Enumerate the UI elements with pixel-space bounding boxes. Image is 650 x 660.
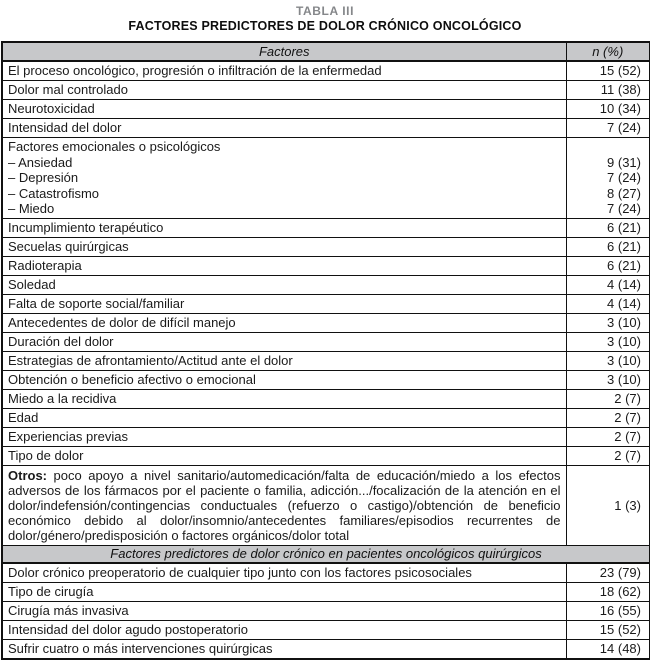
factor-value: 3 (10) bbox=[566, 370, 650, 389]
factor-value: 3 (10) bbox=[566, 313, 650, 332]
table-row bbox=[2, 313, 650, 332]
group-item-label: – Ansiedad bbox=[8, 154, 73, 170]
table-row bbox=[2, 446, 650, 465]
factor-value: 18 (62) bbox=[566, 582, 650, 601]
factor-value: 16 (55) bbox=[566, 601, 650, 620]
table-number: TABLA III bbox=[295, 4, 355, 18]
factor-label: Antecedentes de dolor de difícil manejo bbox=[2, 313, 566, 332]
factor-value: 6 (21) bbox=[566, 237, 650, 256]
factor-label: Duración del dolor bbox=[2, 332, 566, 351]
factor-label: Dolor mal controlado bbox=[2, 81, 566, 100]
table-row bbox=[2, 582, 650, 601]
table-row bbox=[2, 601, 650, 620]
table-row bbox=[2, 81, 650, 100]
factor-value: 15 (52) bbox=[566, 620, 650, 639]
group-item-value: 8 (27) bbox=[607, 185, 641, 201]
factor-label: Intensidad del dolor bbox=[2, 119, 566, 138]
table-row bbox=[2, 294, 650, 313]
table-header bbox=[2, 42, 650, 61]
factor-label: Secuelas quirúrgicas bbox=[2, 237, 566, 256]
table-row bbox=[2, 351, 650, 370]
table-row bbox=[2, 138, 650, 219]
factor-value: 2 (7) bbox=[566, 408, 650, 427]
factor-value: 6 (21) bbox=[566, 218, 650, 237]
factor-value: 14 (48) bbox=[566, 639, 650, 659]
table-row bbox=[2, 427, 650, 446]
table-row bbox=[2, 61, 650, 81]
table-row bbox=[2, 620, 650, 639]
factor-value: 23 (79) bbox=[566, 563, 650, 583]
column-header-n: n (%) bbox=[566, 42, 650, 61]
table-row bbox=[2, 119, 650, 138]
factor-label: Tipo de dolor bbox=[2, 446, 566, 465]
factor-value: 2 (7) bbox=[566, 389, 650, 408]
group-item-label: – Catastrofismo bbox=[8, 185, 100, 201]
factor-label: Obtención o beneficio afectivo o emocional bbox=[2, 370, 566, 389]
factor-paragraph: Otros: poco apoyo a nivel sanitario/automedicación/falta de educación/miedo a los efectos adversos de los fármacos por el paciente o familia, adicción.../focalización de la atención en el dolor/indefensión/contingencias conductuales (refuerzo o castigo)/obtención de beneficio económico debido al dolor/insomnio/antecedentes familiares/episodios recurrentes de dolor/género/predisposición o factores orgánicos/dolor total bbox=[2, 465, 566, 545]
table-row bbox=[2, 370, 650, 389]
table-row bbox=[2, 275, 650, 294]
predictors-table bbox=[1, 41, 650, 660]
factor-label: Intensidad del dolor agudo postoperatorio bbox=[2, 620, 566, 639]
factor-value: 1 (3) bbox=[566, 465, 650, 545]
factor-group-label bbox=[2, 138, 566, 219]
table-row bbox=[2, 563, 650, 583]
table-row bbox=[2, 332, 650, 351]
factor-value: 10 (34) bbox=[566, 100, 650, 119]
factor-value: 4 (14) bbox=[566, 275, 650, 294]
factor-value: 2 (7) bbox=[566, 427, 650, 446]
factor-label: Falta de soporte social/familiar bbox=[2, 294, 566, 313]
table-row bbox=[2, 100, 650, 119]
group-item-label: – Miedo bbox=[8, 201, 55, 216]
factor-value: 2 (7) bbox=[566, 446, 650, 465]
table-row bbox=[2, 408, 650, 427]
factor-label: Cirugía más invasiva bbox=[2, 601, 566, 620]
column-header-factores: Factores bbox=[2, 42, 566, 61]
factor-value: 4 (14) bbox=[566, 294, 650, 313]
table-row bbox=[2, 237, 650, 256]
factor-value: 11 (38) bbox=[566, 81, 650, 100]
factor-label: El proceso oncológico, progresión o infiltración de la enfermedad bbox=[2, 61, 566, 81]
factor-value: 3 (10) bbox=[566, 351, 650, 370]
table-body bbox=[2, 61, 650, 659]
group-item-label: – Depresión bbox=[8, 170, 79, 185]
factor-value: 6 (21) bbox=[566, 256, 650, 275]
factor-label: Sufrir cuatro o más intervenciones quirúrgicas bbox=[2, 639, 566, 659]
group-value-spacer bbox=[569, 139, 642, 155]
group-item-value: 9 (31) bbox=[607, 154, 641, 170]
factor-label: Radioterapia bbox=[2, 256, 566, 275]
table-row bbox=[2, 256, 650, 275]
factor-label: Edad bbox=[2, 408, 566, 427]
factor-label: Dolor crónico preoperatorio de cualquier tipo junto con los factores psicosociales bbox=[2, 563, 566, 583]
factor-label: Incumplimiento terapéutico bbox=[2, 218, 566, 237]
factor-label: Experiencias previas bbox=[2, 427, 566, 446]
table-row bbox=[2, 389, 650, 408]
group-item-value: 7 (24) bbox=[607, 201, 641, 216]
table-row bbox=[2, 545, 650, 563]
factor-value: 3 (10) bbox=[566, 332, 650, 351]
factor-label: Soledad bbox=[2, 275, 566, 294]
section-header: Factores predictores de dolor crónico en pacientes oncológicos quirúrgicos bbox=[2, 545, 650, 563]
factor-label: Neurotoxicidad bbox=[2, 100, 566, 119]
group-title: Factores emocionales o psicológicos bbox=[8, 139, 221, 154]
factor-value: 15 (52) bbox=[566, 61, 650, 81]
factor-label: Tipo de cirugía bbox=[2, 582, 566, 601]
table-row bbox=[2, 465, 650, 545]
table-row bbox=[2, 639, 650, 659]
header-row bbox=[2, 42, 650, 61]
factor-label: Estrategias de afrontamiento/Actitud ante el dolor bbox=[2, 351, 566, 370]
table-row bbox=[2, 218, 650, 237]
factor-group-values bbox=[566, 138, 650, 219]
paragraph-lead: Otros: bbox=[8, 467, 47, 483]
factor-label: Miedo a la recidiva bbox=[2, 389, 566, 408]
title-block bbox=[0, 0, 650, 33]
factor-value: 7 (24) bbox=[566, 119, 650, 138]
group-item-value: 7 (24) bbox=[607, 170, 641, 185]
table-title: FACTORES PREDICTORES DE DOLOR CRÓNICO ONCOLÓGICO bbox=[128, 19, 522, 33]
